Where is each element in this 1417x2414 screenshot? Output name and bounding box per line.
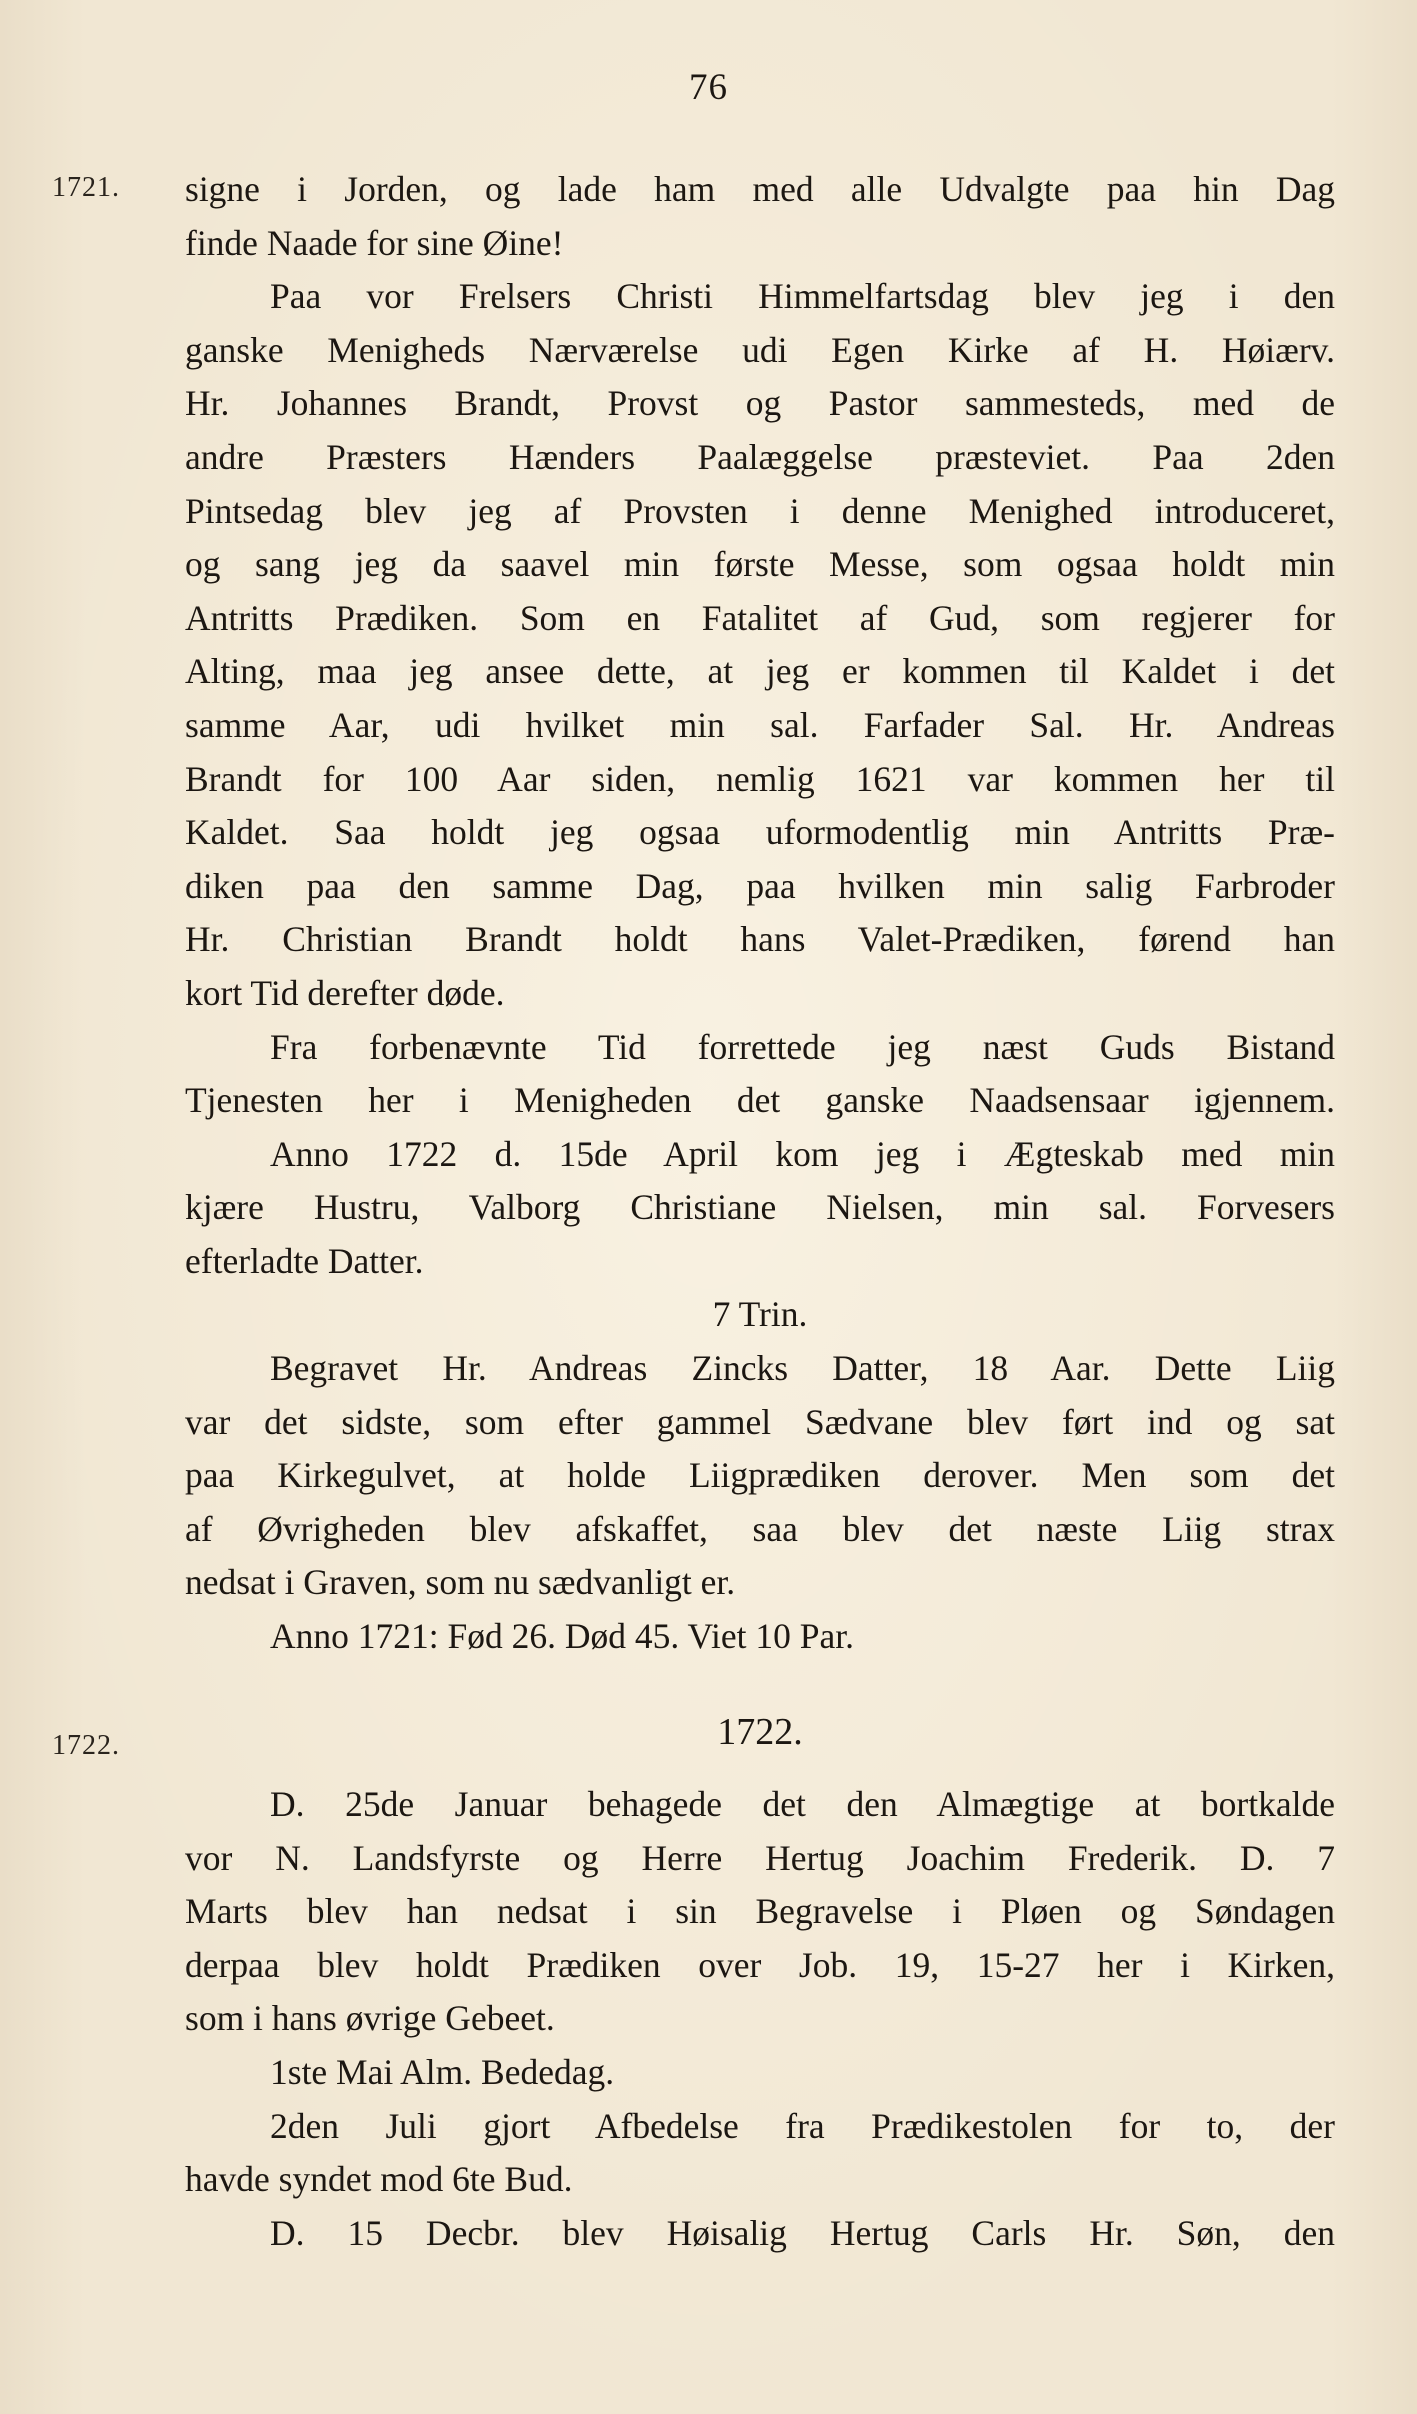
text-line: andre Præsters Hænders Paalæggelse præsteviet. Paa 2den: [185, 436, 1335, 477]
margin-year-1722: 1722.: [52, 1730, 120, 1761]
year-statistics: Anno 1721: Fød 26. Død 45. Viet 10 Par.: [270, 1616, 854, 1657]
margin-year-1721: 1721.: [52, 172, 120, 203]
text-line: paa Kirkegulvet, at holde Liigprædiken derover. Men som det: [185, 1455, 1335, 1496]
section-1721-text: [185, 163, 1335, 1664]
text-line: kort Tid derefter døde.: [185, 972, 505, 1013]
text-line: Hr. Johannes Brandt, Provst og Pastor sammesteds, med de: [185, 383, 1335, 424]
text-line: Begravet Hr. Andreas Zincks Datter, 18 Aar. Dette Liig: [270, 1348, 1335, 1389]
text-line: kjære Hustru, Valborg Christiane Nielsen, min sal. Forvesers: [185, 1187, 1335, 1228]
text-line: 2den Juli gjort Afbedelse fra Prædikestolen for to, der: [270, 2105, 1335, 2146]
text-line: signe i Jorden, og lade ham med alle Udvalgte paa hin Dag: [185, 169, 1335, 209]
text-line: ganske Menigheds Nærværelse udi Egen Kirke af H. Høiærv.: [185, 329, 1335, 370]
text-line: havde syndet mod 6te Bud.: [185, 2159, 573, 2200]
text-line: Antritts Prædiken. Som en Fatalitet af Gud, som regjerer for: [185, 597, 1335, 638]
text-line: som i hans øvrige Gebeet.: [185, 1998, 555, 2039]
text-line: Anno 1722 d. 15de April kom jeg i Ægteskab med min: [270, 1133, 1335, 1174]
text-line: diken paa den samme Dag, paa hvilken min salig Farbroder: [185, 865, 1335, 906]
text-line: derpaa blev holdt Prædiken over Job. 19, 15-27 her i Kirken,: [185, 1944, 1335, 1985]
text-line: nedsat i Graven, som nu sædvanligt er.: [185, 1562, 736, 1603]
text-line: efterladte Datter.: [185, 1240, 424, 1281]
text-line: Marts blev han nedsat i sin Begravelse i Pløen og Søndagen: [185, 1891, 1335, 1932]
text-line: Hr. Christian Brandt holdt hans Valet-Prædiken, førend han: [185, 919, 1335, 960]
text-line: Kaldet. Saa holdt jeg ogsaa uformodentlig min Antritts Præ-: [185, 812, 1335, 853]
text-line: af Øvrigheden blev afskaffet, saa blev det næste Liig strax: [185, 1508, 1335, 1549]
section-heading-1722: 1722.: [717, 1711, 803, 1753]
text-line: finde Naade for sine Øine!: [185, 222, 564, 263]
text-line: Tjenesten her i Menigheden det ganske Naadsensaar igjennem.: [185, 1080, 1335, 1121]
trinity-heading: 7 Trin.: [712, 1294, 808, 1335]
section-1722-text: [185, 1778, 1335, 2260]
text-line: Brandt for 100 Aar siden, nemlig 1621 var kommen her til: [185, 758, 1335, 799]
text-line: D. 15 Decbr. blev Høisalig Hertug Carls Hr. Søn, den: [270, 2212, 1335, 2253]
text-line: 1ste Mai Alm. Bededag.: [270, 2051, 615, 2092]
page-number: 76: [689, 67, 728, 108]
text-line: var det sidste, som efter gammel Sædvane blev ført ind og sat: [185, 1401, 1335, 1442]
text-line: Paa vor Frelsers Christi Himmelfartsdag blev jeg i den: [270, 276, 1335, 317]
text-line: og sang jeg da saavel min første Messe, som ogsaa holdt min: [185, 544, 1335, 585]
text-line: D. 25de Januar behagede det den Almægtige at bortkalde: [270, 1784, 1335, 1824]
text-line: vor N. Landsfyrste og Herre Hertug Joachim Frederik. D. 7: [185, 1837, 1335, 1878]
text-line: Pintsedag blev jeg af Provsten i denne Menighed introduceret,: [185, 490, 1335, 531]
text-line: Alting, maa jeg ansee dette, at jeg er kommen til Kaldet i det: [185, 651, 1335, 692]
text-line: samme Aar, udi hvilket min sal. Farfader Sal. Hr. Andreas: [185, 704, 1335, 745]
text-line: Fra forbenævnte Tid forrettede jeg næst Guds Bistand: [270, 1026, 1335, 1067]
